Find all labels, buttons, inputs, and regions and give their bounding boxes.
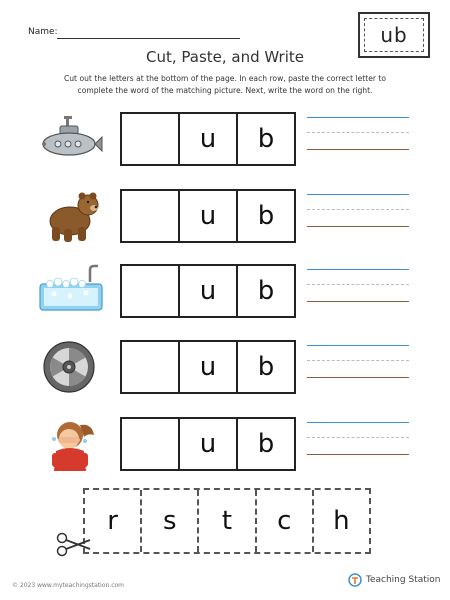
- brand-logo[interactable]: [348, 573, 440, 587]
- paste-blank-box[interactable]: [122, 419, 178, 469]
- instructions: Cut out the letters at the bottom of the page. In each row, paste the correct letter to complete the word of the matching picture. Next, write the word on the right.: [63, 74, 387, 95]
- copyright-text: © 2023 www.myteachingstation.com: [12, 582, 125, 589]
- submarine-icon: [36, 110, 106, 168]
- letter-boxes: [120, 189, 296, 243]
- page-title: Cut, Paste, and Write: [145, 48, 304, 66]
- letter-box: u: [178, 114, 236, 164]
- word-row-2: [0, 187, 450, 245]
- crying-girl-sob-icon: [36, 415, 106, 473]
- letter-box: u: [178, 266, 236, 316]
- cut-out-letter[interactable]: r: [107, 506, 118, 536]
- word-row-4: [0, 338, 450, 396]
- cut-out-letter[interactable]: c: [255, 490, 312, 552]
- writing-lines[interactable]: [307, 189, 409, 243]
- name-label: Name:: [28, 27, 58, 37]
- writing-lines[interactable]: [307, 112, 409, 166]
- cut-out-letter[interactable]: h: [312, 490, 369, 552]
- cut-out-letter[interactable]: t: [197, 490, 254, 552]
- letter-box: b: [236, 266, 294, 316]
- letter-box: b: [236, 191, 294, 241]
- paste-blank-box[interactable]: [122, 266, 178, 316]
- letter-box: u: [178, 419, 236, 469]
- paste-blank-box[interactable]: [122, 114, 178, 164]
- word-row-3: [0, 262, 450, 320]
- name-line[interactable]: [57, 38, 240, 39]
- word-row-1: [0, 110, 450, 168]
- cut-out-letter-strip: [83, 488, 371, 554]
- letter-boxes: [120, 264, 296, 318]
- bear-cub-icon: [36, 187, 106, 245]
- letter-boxes: [120, 417, 296, 471]
- word-row-5: [0, 415, 450, 473]
- writing-lines[interactable]: [307, 417, 409, 471]
- writing-lines[interactable]: [307, 264, 409, 318]
- scissors-icon: [56, 532, 92, 558]
- paste-blank-box[interactable]: [122, 342, 178, 392]
- letter-box: b: [236, 342, 294, 392]
- wheel-hub-icon: [36, 338, 106, 396]
- letter-box: u: [178, 342, 236, 392]
- letter-boxes: [120, 340, 296, 394]
- writing-lines[interactable]: [307, 340, 409, 394]
- cut-out-letter[interactable]: s: [140, 490, 197, 552]
- bathtub-icon: [36, 262, 106, 320]
- word-family-text: ub: [364, 18, 424, 52]
- letter-box: u: [178, 191, 236, 241]
- letter-boxes: [120, 112, 296, 166]
- letter-box: b: [236, 114, 294, 164]
- teaching-station-logo-icon: [348, 573, 362, 587]
- letter-box: b: [236, 419, 294, 469]
- brand-name: Teaching Station: [366, 575, 441, 585]
- paste-blank-box[interactable]: [122, 191, 178, 241]
